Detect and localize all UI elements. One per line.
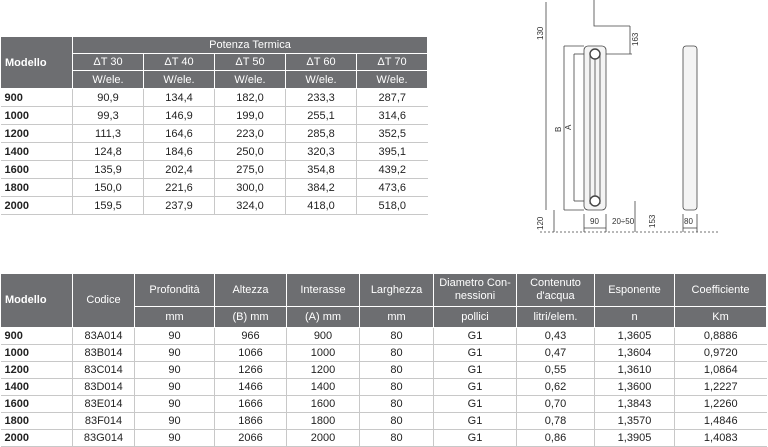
model-cell: 1200 <box>1 362 73 379</box>
depth-header: Profondità <box>135 274 215 307</box>
value-cell: 199,0 <box>215 107 286 125</box>
unit-header: mm <box>360 307 434 328</box>
dim-20-50-label: 20÷50 <box>612 217 635 226</box>
model-cell: 900 <box>1 89 73 107</box>
model-header: Modello <box>1 37 73 89</box>
value-cell: 146,9 <box>144 107 215 125</box>
value-cell: 1,3610 <box>595 362 675 379</box>
value-cell: 1,4083 <box>675 430 767 447</box>
value-cell: 80 <box>360 396 434 413</box>
value-cell: 0,86 <box>517 430 595 447</box>
value-cell: 439,2 <box>357 161 428 179</box>
value-cell: 1,3570 <box>595 413 675 430</box>
table-row <box>1 125 428 143</box>
value-cell: 1,2260 <box>675 396 767 413</box>
value-cell: 80 <box>360 328 434 345</box>
thermal-power-header: Potenza Termica <box>73 37 428 54</box>
code-cell: 83B014 <box>73 345 135 362</box>
value-cell: G1 <box>434 413 517 430</box>
value-cell: 233,3 <box>286 89 357 107</box>
value-cell: 900 <box>287 328 360 345</box>
table-row <box>1 430 767 447</box>
value-cell: 395,1 <box>357 143 428 161</box>
delta-header: ΔT 40 <box>144 54 215 71</box>
connection-diameter-header: Diametro Con-nessioni <box>434 274 517 307</box>
value-cell: 300,0 <box>215 179 286 197</box>
delta-header: ΔT 70 <box>357 54 428 71</box>
dim-153-label: 153 <box>648 214 657 228</box>
dim-80-label: 80 <box>684 217 693 226</box>
exponent-header: Esponente <box>595 274 675 307</box>
code-cell: 83F014 <box>73 413 135 430</box>
value-cell: 287,7 <box>357 89 428 107</box>
value-cell: 275,0 <box>215 161 286 179</box>
value-cell: 250,0 <box>215 143 286 161</box>
unit-header: litri/elem. <box>517 307 595 328</box>
value-cell: 134,4 <box>144 89 215 107</box>
value-cell: 0,78 <box>517 413 595 430</box>
model-cell: 1800 <box>1 413 73 430</box>
radiator-technical-drawing <box>520 0 720 240</box>
value-cell: 135,9 <box>73 161 144 179</box>
value-cell: 1866 <box>215 413 287 430</box>
value-cell: 80 <box>360 362 434 379</box>
value-cell: 80 <box>360 413 434 430</box>
model-cell: 1400 <box>1 143 73 161</box>
unit-header: pollici <box>434 307 517 328</box>
value-cell: 90 <box>135 396 215 413</box>
model-cell: 1400 <box>1 379 73 396</box>
table-row <box>1 107 428 125</box>
value-cell: 324,0 <box>215 197 286 215</box>
value-cell: 473,6 <box>357 179 428 197</box>
table-row <box>1 143 428 161</box>
value-cell: 1,4846 <box>675 413 767 430</box>
value-cell: 0,9720 <box>675 345 767 362</box>
table-row <box>1 362 767 379</box>
value-cell: 354,8 <box>286 161 357 179</box>
value-cell: 80 <box>360 345 434 362</box>
value-cell: 80 <box>360 430 434 447</box>
value-cell: 223,0 <box>215 125 286 143</box>
value-cell: 0,43 <box>517 328 595 345</box>
value-cell: 237,9 <box>144 197 215 215</box>
value-cell: 1600 <box>287 396 360 413</box>
value-cell: 90 <box>135 328 215 345</box>
water-content-header: Contenuto d'acqua <box>517 274 595 307</box>
model-cell: 2000 <box>1 197 73 215</box>
value-cell: 1,3843 <box>595 396 675 413</box>
table-row <box>1 413 767 430</box>
coefficient-header: Coefficiente <box>675 274 767 307</box>
value-cell: 0,62 <box>517 379 595 396</box>
value-cell: 80 <box>360 379 434 396</box>
delta-header: ΔT 60 <box>286 54 357 71</box>
value-cell: 99,3 <box>73 107 144 125</box>
value-cell: 1,3905 <box>595 430 675 447</box>
width-header: Larghezza <box>360 274 434 307</box>
table-row <box>1 89 428 107</box>
value-cell: 1266 <box>215 362 287 379</box>
value-cell: 285,8 <box>286 125 357 143</box>
table-row <box>1 161 428 179</box>
dim-a-label: A <box>564 124 573 130</box>
value-cell: 184,6 <box>144 143 215 161</box>
table-row <box>1 345 767 362</box>
model-cell: 1000 <box>1 107 73 125</box>
table-row <box>1 396 767 413</box>
model-cell: 1600 <box>1 161 73 179</box>
specifications-table <box>0 273 767 447</box>
value-cell: G1 <box>434 396 517 413</box>
unit-header: W/ele. <box>357 71 428 89</box>
value-cell: 111,3 <box>73 125 144 143</box>
unit-header: mm <box>135 307 215 328</box>
value-cell: 1000 <box>287 345 360 362</box>
code-cell: 83E014 <box>73 396 135 413</box>
value-cell: 0,47 <box>517 345 595 362</box>
value-cell: 966 <box>215 328 287 345</box>
value-cell: 164,6 <box>144 125 215 143</box>
unit-header: Km <box>675 307 767 328</box>
code-cell: 83G014 <box>73 430 135 447</box>
unit-header: (B) mm <box>215 307 287 328</box>
unit-header: W/ele. <box>144 71 215 89</box>
value-cell: 90 <box>135 345 215 362</box>
value-cell: G1 <box>434 345 517 362</box>
thermal-power-table <box>0 36 428 215</box>
code-header: Codice <box>73 274 135 328</box>
delta-header: ΔT 50 <box>215 54 286 71</box>
dim-163-label: 163 <box>631 32 640 46</box>
value-cell: 0,8886 <box>675 328 767 345</box>
table-row <box>1 328 767 345</box>
value-cell: 90,9 <box>73 89 144 107</box>
value-cell: 1066 <box>215 345 287 362</box>
value-cell: 1,3604 <box>595 345 675 362</box>
value-cell: 384,2 <box>286 179 357 197</box>
unit-header: W/ele. <box>286 71 357 89</box>
value-cell: 90 <box>135 430 215 447</box>
value-cell: 255,1 <box>286 107 357 125</box>
value-cell: 1,3600 <box>595 379 675 396</box>
height-header: Altezza <box>215 274 287 307</box>
value-cell: 314,6 <box>357 107 428 125</box>
unit-header: W/ele. <box>215 71 286 89</box>
value-cell: G1 <box>434 430 517 447</box>
value-cell: 1800 <box>287 413 360 430</box>
specifications-body <box>1 328 767 447</box>
code-cell: 83C014 <box>73 362 135 379</box>
dim-90-label: 90 <box>590 217 599 226</box>
value-cell: 150,0 <box>73 179 144 197</box>
value-cell: G1 <box>434 379 517 396</box>
value-cell: 2066 <box>215 430 287 447</box>
value-cell: 320,3 <box>286 143 357 161</box>
value-cell: 418,0 <box>286 197 357 215</box>
value-cell: 1,0864 <box>675 362 767 379</box>
value-cell: 124,8 <box>73 143 144 161</box>
model-cell: 1000 <box>1 345 73 362</box>
unit-header: (A) mm <box>287 307 360 328</box>
value-cell: 1400 <box>287 379 360 396</box>
model-cell: 900 <box>1 328 73 345</box>
value-cell: 352,5 <box>357 125 428 143</box>
table-row <box>1 379 767 396</box>
value-cell: 1,3605 <box>595 328 675 345</box>
value-cell: 182,0 <box>215 89 286 107</box>
value-cell: 2000 <box>287 430 360 447</box>
value-cell: 159,5 <box>73 197 144 215</box>
model-cell: 1600 <box>1 396 73 413</box>
value-cell: 90 <box>135 379 215 396</box>
code-cell: 83A014 <box>73 328 135 345</box>
value-cell: 1666 <box>215 396 287 413</box>
value-cell: 1,2227 <box>675 379 767 396</box>
value-cell: 202,4 <box>144 161 215 179</box>
dim-130-label: 130 <box>536 26 545 40</box>
model-cell: 1800 <box>1 179 73 197</box>
value-cell: 90 <box>135 413 215 430</box>
value-cell: G1 <box>434 328 517 345</box>
unit-header: W/ele. <box>73 71 144 89</box>
table-row <box>1 179 428 197</box>
center-distance-header: Interasse <box>287 274 360 307</box>
model-header: Modello <box>1 274 73 328</box>
value-cell: 90 <box>135 362 215 379</box>
table-row <box>1 197 428 215</box>
value-cell: G1 <box>434 362 517 379</box>
value-cell: 0,55 <box>517 362 595 379</box>
dim-b-label: B <box>554 126 563 132</box>
unit-header: n <box>595 307 675 328</box>
value-cell: 0,70 <box>517 396 595 413</box>
model-cell: 2000 <box>1 430 73 447</box>
value-cell: 1200 <box>287 362 360 379</box>
value-cell: 1466 <box>215 379 287 396</box>
value-cell: 221,6 <box>144 179 215 197</box>
delta-header: ΔT 30 <box>73 54 144 71</box>
code-cell: 83D014 <box>73 379 135 396</box>
value-cell: 518,0 <box>357 197 428 215</box>
model-cell: 1200 <box>1 125 73 143</box>
dim-120-label: 120 <box>536 216 545 230</box>
